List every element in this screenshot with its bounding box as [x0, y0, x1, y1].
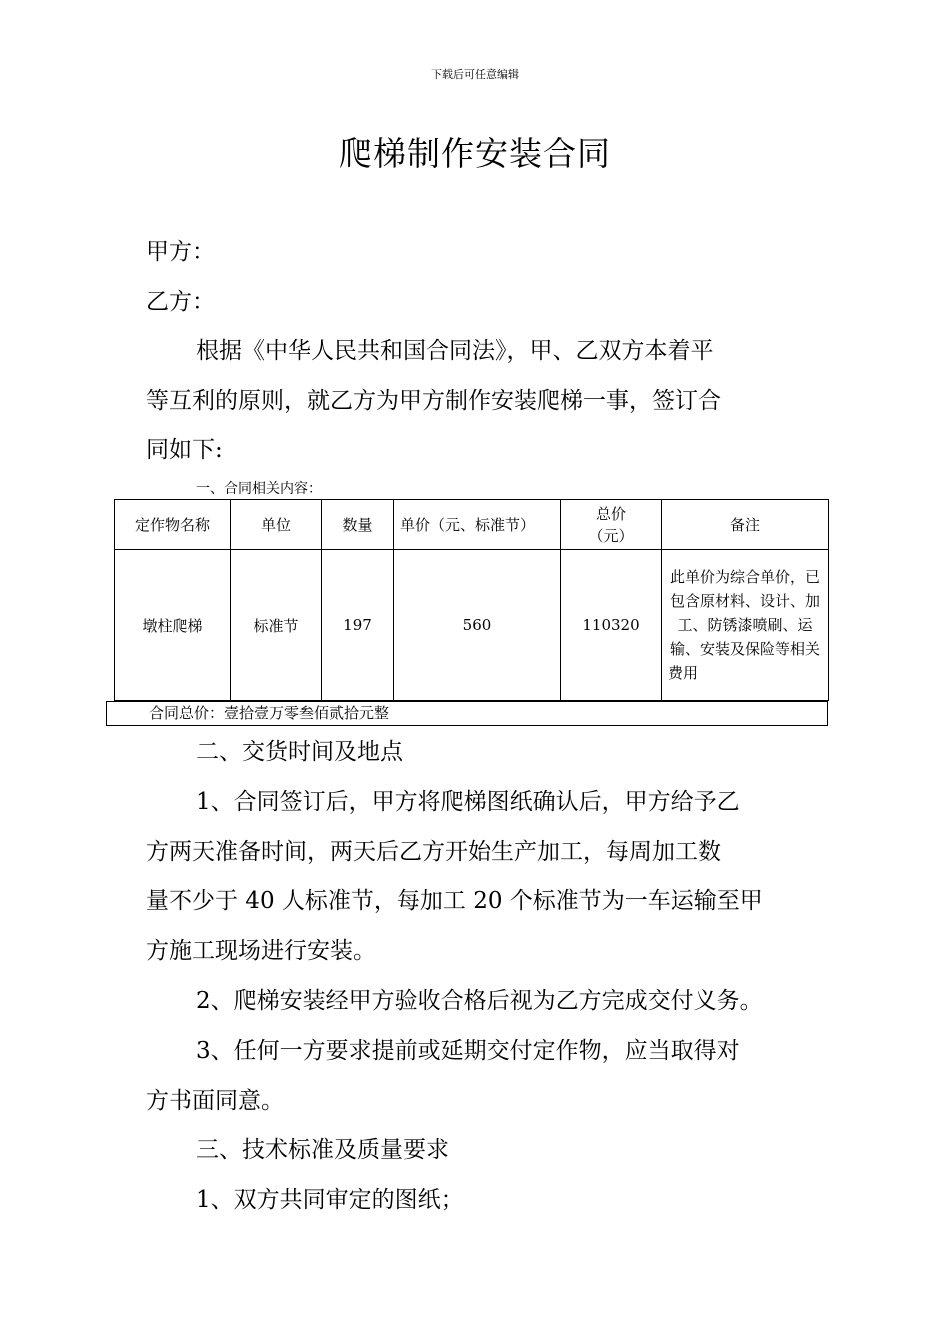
header-total: 总价（元） — [561, 500, 662, 550]
table-row — [115, 550, 829, 701]
cell-total: 110320 — [561, 550, 662, 701]
section2-title: 二、交货时间及地点 — [196, 739, 403, 765]
intro-line-2: 等互利的原则，就乙方为甲方制作安装爬梯一事，签订合 — [146, 388, 721, 414]
header-remark: 备注 — [662, 500, 829, 550]
s2-p1-line-4: 方施工现场进行安装。 — [146, 938, 376, 964]
header-qty: 数量 — [322, 500, 394, 550]
contract-total-label: 合同总价：壹拾壹万零叁佰贰拾元整 — [149, 704, 390, 722]
cell-name: 墩柱爬梯 — [115, 550, 231, 701]
contract-table — [114, 499, 829, 701]
party-a-label: 甲方： — [146, 239, 215, 265]
document-title: 爬梯制作安装合同 — [339, 134, 611, 173]
header-unit-price: 单价（元、标准节） — [394, 500, 561, 550]
header-name: 定作物名称 — [115, 500, 231, 550]
s2-p3-line-1: 3、任何一方要求提前或延期交付定作物，应当取得对 — [196, 1038, 740, 1064]
s2-p1-line-1: 1、合同签订后，甲方将爬梯图纸确认后，甲方给予乙 — [196, 789, 740, 815]
cell-unit-price: 560 — [394, 550, 561, 701]
s2-p3-line-2: 方书面同意。 — [146, 1088, 284, 1114]
s2-p1-line-3: 量不少于 40 人标准节，每加工 20 个标准节为一车运输至甲 — [146, 888, 763, 914]
s2-p2: 2、爬梯安装经甲方验收合格后视为乙方完成交付义务。 — [196, 988, 763, 1014]
party-b-label: 乙方： — [146, 289, 215, 315]
table-header-row — [115, 500, 829, 550]
cell-qty: 197 — [322, 550, 394, 701]
header-note: 下载后可任意编辑 — [431, 68, 519, 81]
cell-unit: 标准节 — [231, 550, 322, 701]
contract-total-row — [106, 701, 828, 726]
intro-line-3: 同如下: — [146, 437, 223, 463]
s2-p1-line-2: 方两天准备时间，两天后乙方开始生产加工，每周加工数 — [146, 839, 721, 865]
cell-remark: 此单价为综合单价，已包含原材料、设计、加工、防锈漆喷刷、运输、安装及保险等相关费用 — [662, 550, 829, 701]
s3-p1: 1、双方共同审定的图纸； — [196, 1187, 464, 1213]
intro-line-1: 根据《中华人民共和国合同法》，甲、乙双方本着平 — [196, 338, 714, 364]
header-unit: 单位 — [231, 500, 322, 550]
section1-title: 一、合同相关内容： — [196, 481, 322, 497]
section3-title: 三、技术标准及质量要求 — [196, 1137, 449, 1163]
